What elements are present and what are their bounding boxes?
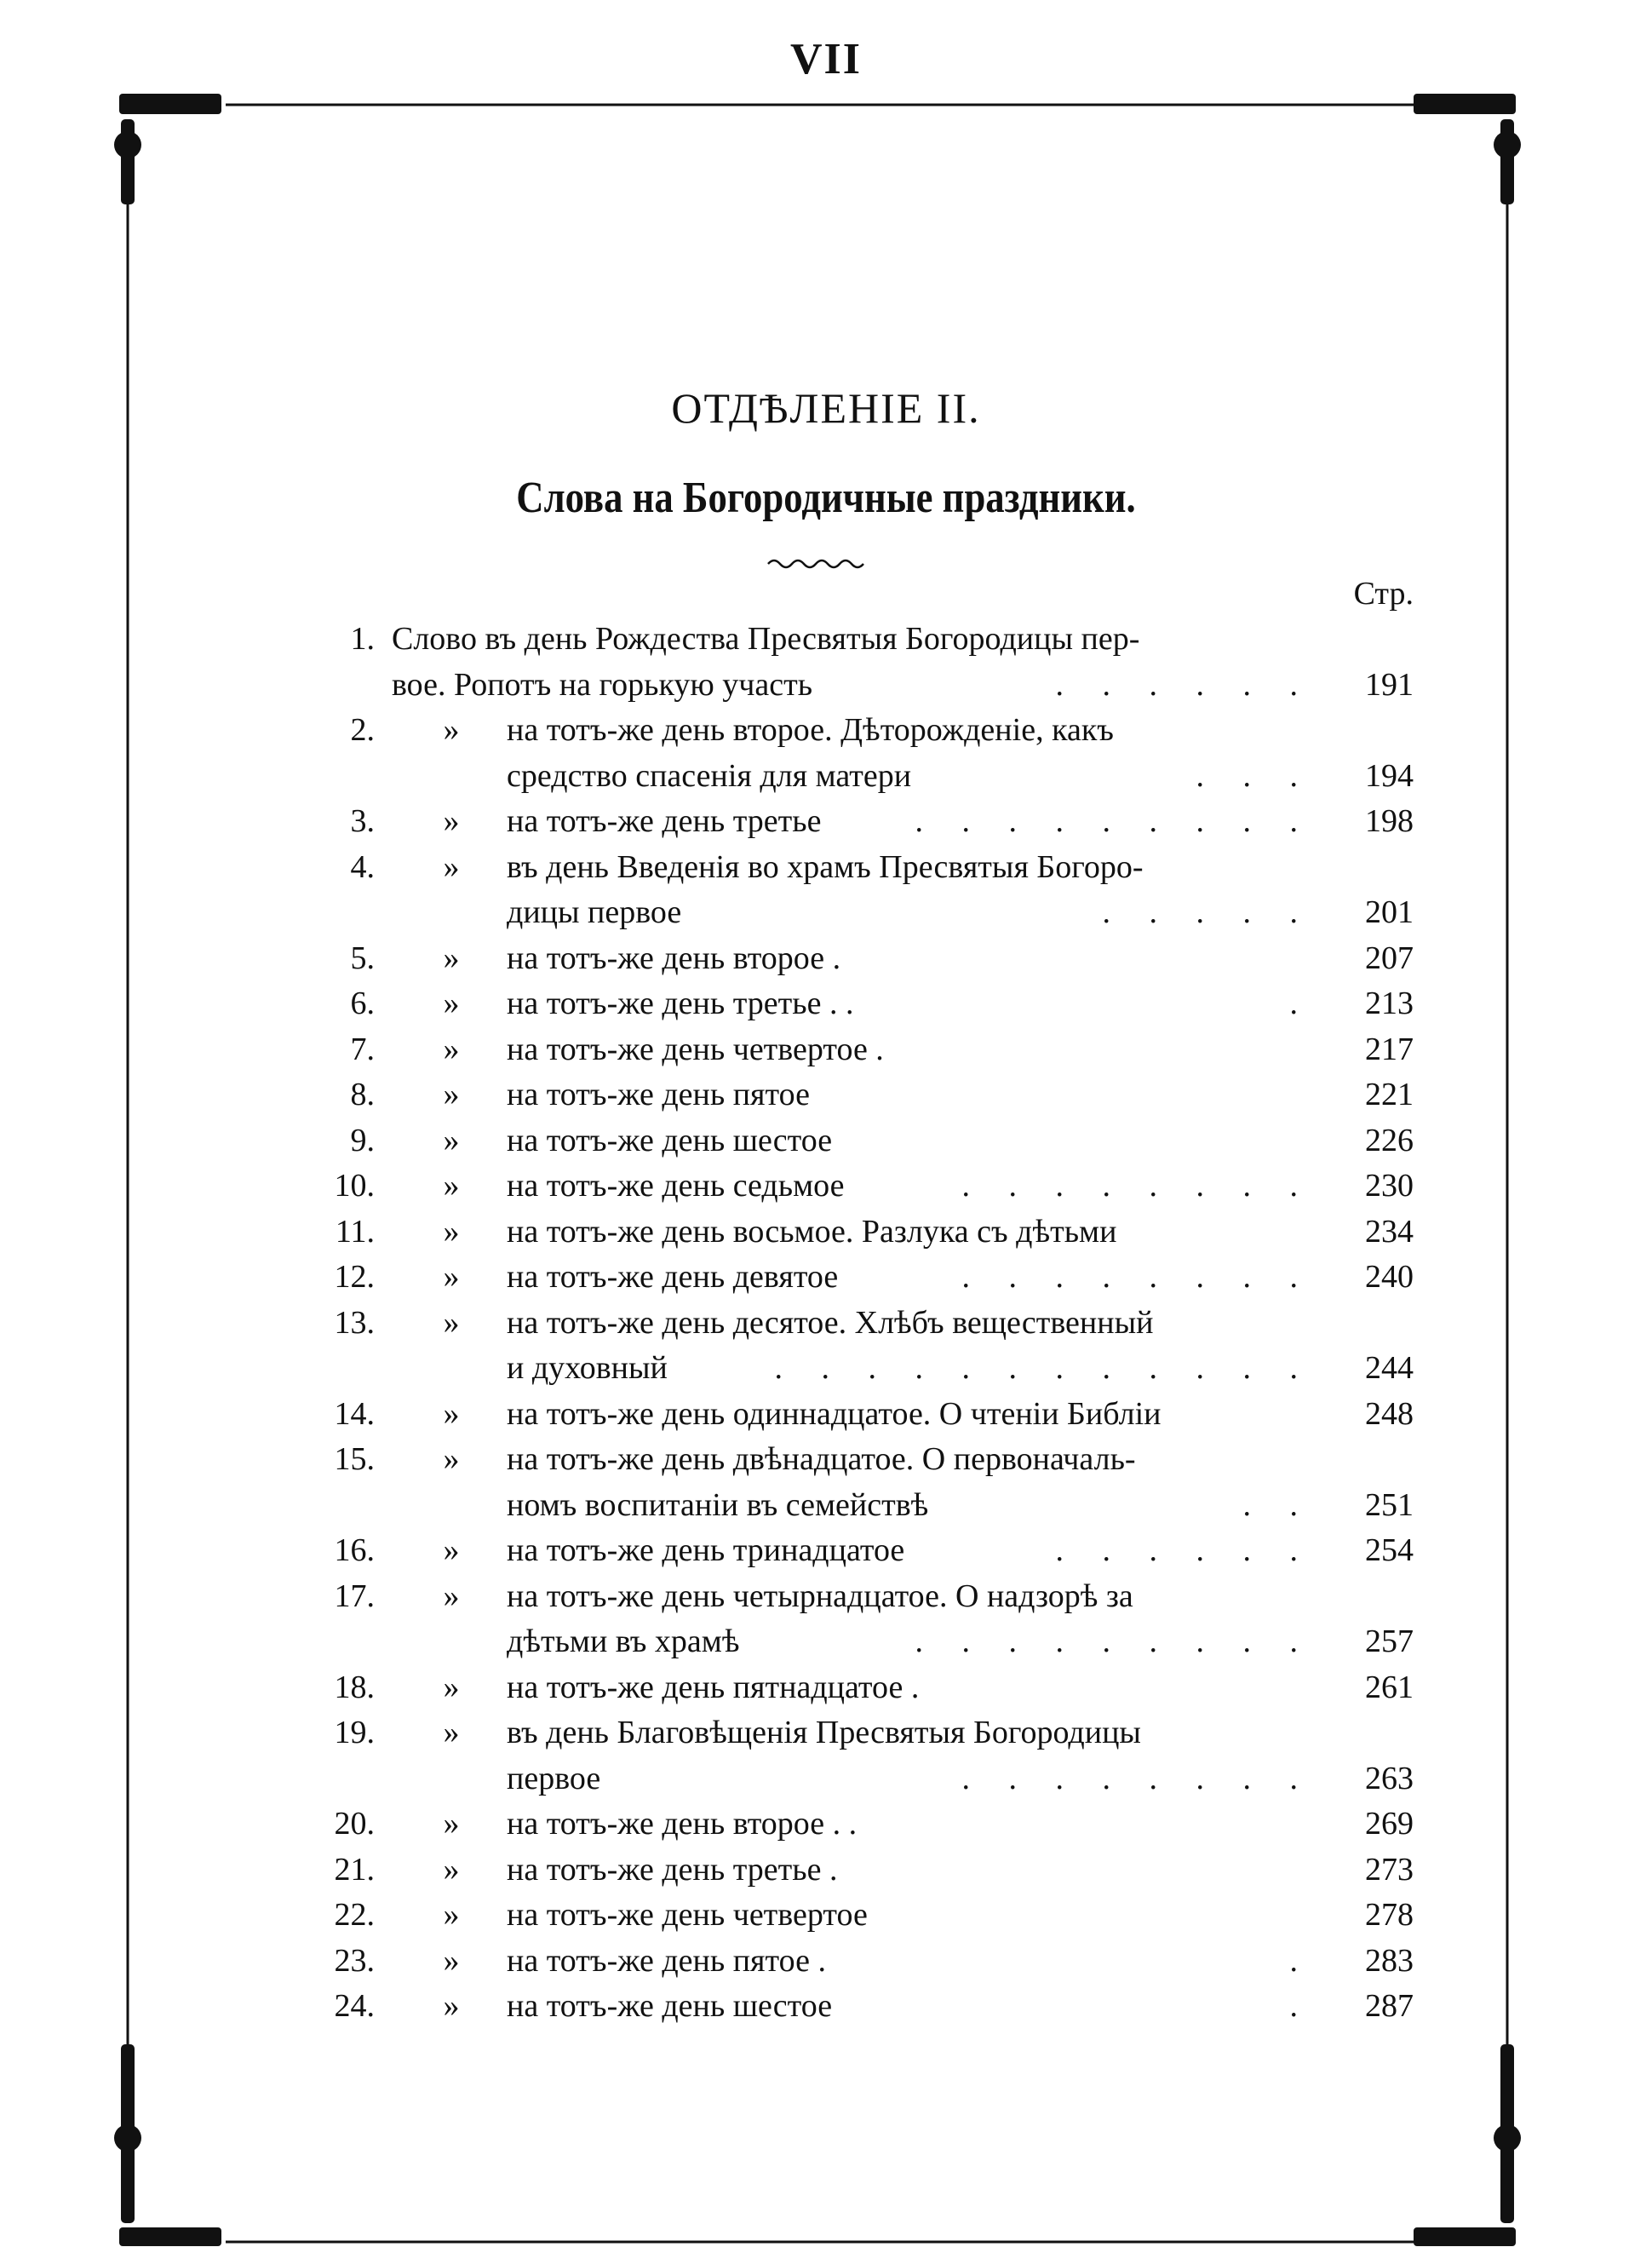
page-reference: 254 xyxy=(1365,1532,1414,1568)
toc-entry xyxy=(324,1939,1414,1985)
entry-number: 7. xyxy=(350,1031,375,1067)
leader-dots: . . . . . . . . . . . . xyxy=(774,1350,1313,1386)
ditto-mark: » xyxy=(443,1441,460,1477)
page-reference: 201 xyxy=(1365,894,1414,930)
entry-title: на тотъ-же день пятое . xyxy=(507,1942,826,1979)
entry-title: дѣтьми въ храмѣ xyxy=(507,1623,740,1659)
entry-number: 10. xyxy=(334,1168,375,1204)
ditto-mark: » xyxy=(443,1395,460,1432)
toc-entry-line xyxy=(324,1301,1414,1347)
toc-entry-line xyxy=(324,663,1414,709)
toc-entry xyxy=(324,1710,1414,1802)
page-reference: 251 xyxy=(1365,1486,1414,1523)
toc-entry xyxy=(324,845,1414,936)
toc-entry-line xyxy=(324,981,1414,1027)
page-reference: 230 xyxy=(1365,1168,1414,1204)
corner-ornament-bottom-right-icon xyxy=(1414,2044,1521,2246)
ditto-mark: » xyxy=(443,1532,460,1568)
page-reference: 244 xyxy=(1365,1350,1414,1386)
page-reference: 234 xyxy=(1365,1213,1414,1250)
toc-entry xyxy=(324,1027,1414,1073)
entry-title: на тотъ-же день тринадцатое xyxy=(507,1532,905,1568)
page-reference: 191 xyxy=(1365,666,1414,703)
entry-title: и духовный xyxy=(507,1350,668,1386)
ditto-mark: » xyxy=(443,1031,460,1067)
entry-title: на тотъ-же день пятое xyxy=(507,1077,810,1112)
leader-dots: . xyxy=(1289,986,1313,1021)
entry-title: въ день Введенія во храмъ Пресвятыя Богоро- xyxy=(507,848,1144,885)
entry-title: на тотъ-же день пятнадцатое . xyxy=(507,1669,920,1705)
leader-dots: . . . . . . . . . xyxy=(915,1623,1313,1659)
toc-entry xyxy=(324,708,1414,799)
ditto-mark: » xyxy=(443,1304,460,1341)
entry-title: на тотъ-же день двѣнадцатое. О первоначаль- xyxy=(507,1441,1136,1477)
page-reference: 213 xyxy=(1365,986,1414,1021)
corner-ornament-bottom-left-icon xyxy=(114,2044,221,2246)
toc-entry xyxy=(324,1665,1414,1711)
entry-title: на тотъ-же день второе. Дѣторожденіе, какъ xyxy=(507,712,1114,748)
page-reference: 278 xyxy=(1365,1897,1414,1933)
toc-entry xyxy=(324,799,1414,845)
toc-entry-line xyxy=(324,1528,1414,1574)
leader-dots: . . xyxy=(1242,1486,1313,1523)
toc-entry-line xyxy=(324,1255,1414,1301)
entry-number: 5. xyxy=(350,940,375,976)
toc-entry-line xyxy=(324,799,1414,845)
ditto-mark: » xyxy=(443,1988,460,2024)
entry-number: 4. xyxy=(350,848,375,885)
toc-entry xyxy=(324,617,1414,708)
toc-entry xyxy=(324,1301,1414,1392)
toc-entry-line xyxy=(324,1210,1414,1256)
entry-number: 14. xyxy=(334,1395,375,1432)
ditto-mark: » xyxy=(443,1897,460,1933)
entry-number: 22. xyxy=(334,1897,375,1933)
page-reference: 217 xyxy=(1365,1031,1414,1067)
ditto-mark: » xyxy=(443,1669,460,1705)
toc-entry xyxy=(324,1802,1414,1848)
entry-title: на тотъ-же день второе . xyxy=(507,940,841,976)
leader-dots: . . . . . . . . xyxy=(961,1259,1313,1295)
leader-dots: . . . . . . . . xyxy=(961,1168,1313,1204)
ditto-mark: » xyxy=(443,1168,460,1204)
entry-number: 24. xyxy=(334,1988,375,2024)
ditto-mark: » xyxy=(443,803,460,839)
toc-entry-line xyxy=(324,1984,1414,2030)
ditto-mark: » xyxy=(443,940,460,976)
toc-entry-line xyxy=(324,1164,1414,1210)
toc-entry-line xyxy=(324,1392,1414,1438)
entry-number: 17. xyxy=(334,1577,375,1614)
page-number: VII xyxy=(789,35,863,83)
wavy-divider-icon xyxy=(766,554,869,574)
toc-entry-line xyxy=(324,1346,1414,1392)
ditto-mark: » xyxy=(443,1122,460,1158)
toc-entry-line xyxy=(324,1939,1414,1985)
entry-number: 20. xyxy=(334,1806,375,1842)
toc-entry-line xyxy=(324,754,1414,800)
entry-title: на тотъ-же день четвертое xyxy=(507,1897,868,1933)
toc-entry xyxy=(324,1574,1414,1665)
page-reference: 240 xyxy=(1365,1259,1414,1295)
entry-title: на тотъ-же день четырнадцатое. О надзорѣ за xyxy=(507,1577,1133,1614)
entry-title: на тотъ-же день восьмое. Разлука съ дѣтьми xyxy=(507,1213,1117,1250)
toc-entry-line xyxy=(324,1027,1414,1073)
page-reference: 261 xyxy=(1365,1669,1414,1705)
entry-title: въ день Благовѣщенія Пресвятыя Богородицы xyxy=(507,1715,1141,1750)
corner-ornament-top-right-icon xyxy=(1414,94,1521,204)
toc-entry xyxy=(324,1392,1414,1438)
page-reference: 198 xyxy=(1365,803,1414,839)
toc-entry xyxy=(324,1210,1414,1256)
toc-entry-line xyxy=(324,1574,1414,1620)
page-reference: 283 xyxy=(1365,1942,1414,1979)
toc-entry-line xyxy=(324,1893,1414,1939)
ditto-mark: » xyxy=(443,1213,460,1250)
entry-number: 15. xyxy=(334,1441,375,1477)
leader-dots: . . . xyxy=(1196,757,1313,794)
section-title: ОТДѢЛЕНІЕ II. xyxy=(671,384,981,432)
table-of-contents xyxy=(324,617,1414,2030)
ditto-mark: » xyxy=(443,1077,460,1112)
entry-number: 1. xyxy=(350,621,375,657)
section-subtitle: Слова на Богородичные праздники. xyxy=(516,474,1136,522)
ditto-mark: » xyxy=(443,1577,460,1614)
leader-dots: . . . . . . . . xyxy=(961,1760,1313,1796)
entry-title: на тотъ-же день шестое xyxy=(507,1122,833,1158)
ditto-mark: » xyxy=(443,1259,460,1295)
entry-title: на тотъ-же день седьмое xyxy=(507,1168,845,1204)
ditto-mark: » xyxy=(443,848,460,885)
page-reference: 248 xyxy=(1365,1395,1414,1432)
entry-title: на тотъ-же день третье . . xyxy=(507,986,854,1021)
toc-entry xyxy=(324,1255,1414,1301)
toc-entry-line xyxy=(324,1619,1414,1665)
entry-title: на тотъ-же день третье xyxy=(507,803,822,839)
leader-dots: . . . . . . xyxy=(1055,666,1313,703)
toc-entry xyxy=(324,981,1414,1027)
page-reference: 287 xyxy=(1365,1988,1414,2024)
entry-title: на тотъ-же день третье . xyxy=(507,1851,838,1888)
toc-entry-line xyxy=(324,1756,1414,1802)
entry-title: на тотъ-же день шестое xyxy=(507,1988,833,2024)
ditto-mark: » xyxy=(443,712,460,748)
entry-title: на тотъ-же день десятое. Хлѣбъ вещественный xyxy=(507,1304,1154,1341)
entry-title: на тотъ-же день одиннадцатое. О чтеніи Библіи xyxy=(507,1395,1162,1432)
corner-ornament-top-left-icon xyxy=(114,94,221,204)
ditto-mark: » xyxy=(443,1851,460,1888)
entry-number: 2. xyxy=(350,712,375,748)
toc-entry-line xyxy=(324,845,1414,891)
ditto-mark: » xyxy=(443,986,460,1021)
toc-entry xyxy=(324,1437,1414,1528)
entry-title: первое xyxy=(507,1760,601,1796)
leader-dots: . . . . . . . . . xyxy=(915,803,1313,839)
leader-dots: . . . . . xyxy=(1102,894,1313,930)
page-reference: 257 xyxy=(1365,1623,1414,1659)
toc-entry xyxy=(324,936,1414,982)
ditto-mark: » xyxy=(443,1942,460,1979)
toc-entry-line xyxy=(324,1118,1414,1164)
toc-entry-line xyxy=(324,936,1414,982)
toc-entry-line xyxy=(324,708,1414,754)
entry-number: 21. xyxy=(334,1851,375,1888)
toc-entry-line xyxy=(324,1710,1414,1756)
entry-number: 16. xyxy=(334,1532,375,1568)
toc-entry xyxy=(324,1848,1414,1894)
toc-entry-line xyxy=(324,1437,1414,1483)
page-reference: 263 xyxy=(1365,1760,1414,1796)
leader-dots: . . . . . . xyxy=(1055,1532,1313,1568)
entry-title: дицы первое xyxy=(507,894,682,930)
toc-entry-line xyxy=(324,1072,1414,1118)
toc-entry xyxy=(324,1072,1414,1118)
entry-number: 18. xyxy=(334,1669,375,1705)
toc-entry-line xyxy=(324,890,1414,936)
entry-title: номъ воспитаніи въ семействѣ xyxy=(507,1486,929,1523)
page-column-header: Стр. xyxy=(1353,576,1414,612)
toc-entry-line xyxy=(324,1665,1414,1711)
toc-entry xyxy=(324,1528,1414,1574)
entry-number: 23. xyxy=(334,1942,375,1979)
page-reference: 269 xyxy=(1365,1806,1414,1842)
entry-number: 8. xyxy=(350,1077,375,1112)
entry-number: 6. xyxy=(350,986,375,1021)
entry-number: 13. xyxy=(334,1304,375,1341)
entry-title: Слово въ день Рождества Пресвятыя Богородицы пер- xyxy=(392,621,1140,657)
page-reference: 226 xyxy=(1365,1122,1414,1158)
entry-title: вое. Ропотъ на горькую участь xyxy=(392,666,813,703)
leader-dots: . xyxy=(1289,1942,1313,1979)
page-reference: 194 xyxy=(1365,757,1414,794)
toc-entry xyxy=(324,1164,1414,1210)
entry-title: на тотъ-же день второе . . xyxy=(507,1806,858,1842)
entry-title: средство спасенія для матери xyxy=(507,757,912,794)
toc-entry-line xyxy=(324,1848,1414,1894)
ditto-mark: » xyxy=(443,1715,460,1750)
leader-dots: . xyxy=(1289,1988,1313,2024)
entry-title: на тотъ-же день девятое xyxy=(507,1259,839,1295)
toc-entry xyxy=(324,1984,1414,2030)
ditto-mark: » xyxy=(443,1806,460,1842)
entry-number: 12. xyxy=(334,1259,375,1295)
entry-number: 11. xyxy=(335,1213,375,1250)
entry-number: 9. xyxy=(350,1122,375,1158)
toc-entry-line xyxy=(324,1802,1414,1848)
entry-number: 19. xyxy=(334,1715,375,1750)
page-reference: 221 xyxy=(1365,1077,1414,1112)
entry-title: на тотъ-же день четвертое . xyxy=(507,1031,884,1067)
toc-entry xyxy=(324,1893,1414,1939)
toc-entry-line xyxy=(324,617,1414,663)
entry-number: 3. xyxy=(350,803,375,839)
page-reference: 207 xyxy=(1365,940,1414,976)
page-reference: 273 xyxy=(1365,1851,1414,1888)
toc-entry-line xyxy=(324,1483,1414,1529)
toc-entry xyxy=(324,1118,1414,1164)
